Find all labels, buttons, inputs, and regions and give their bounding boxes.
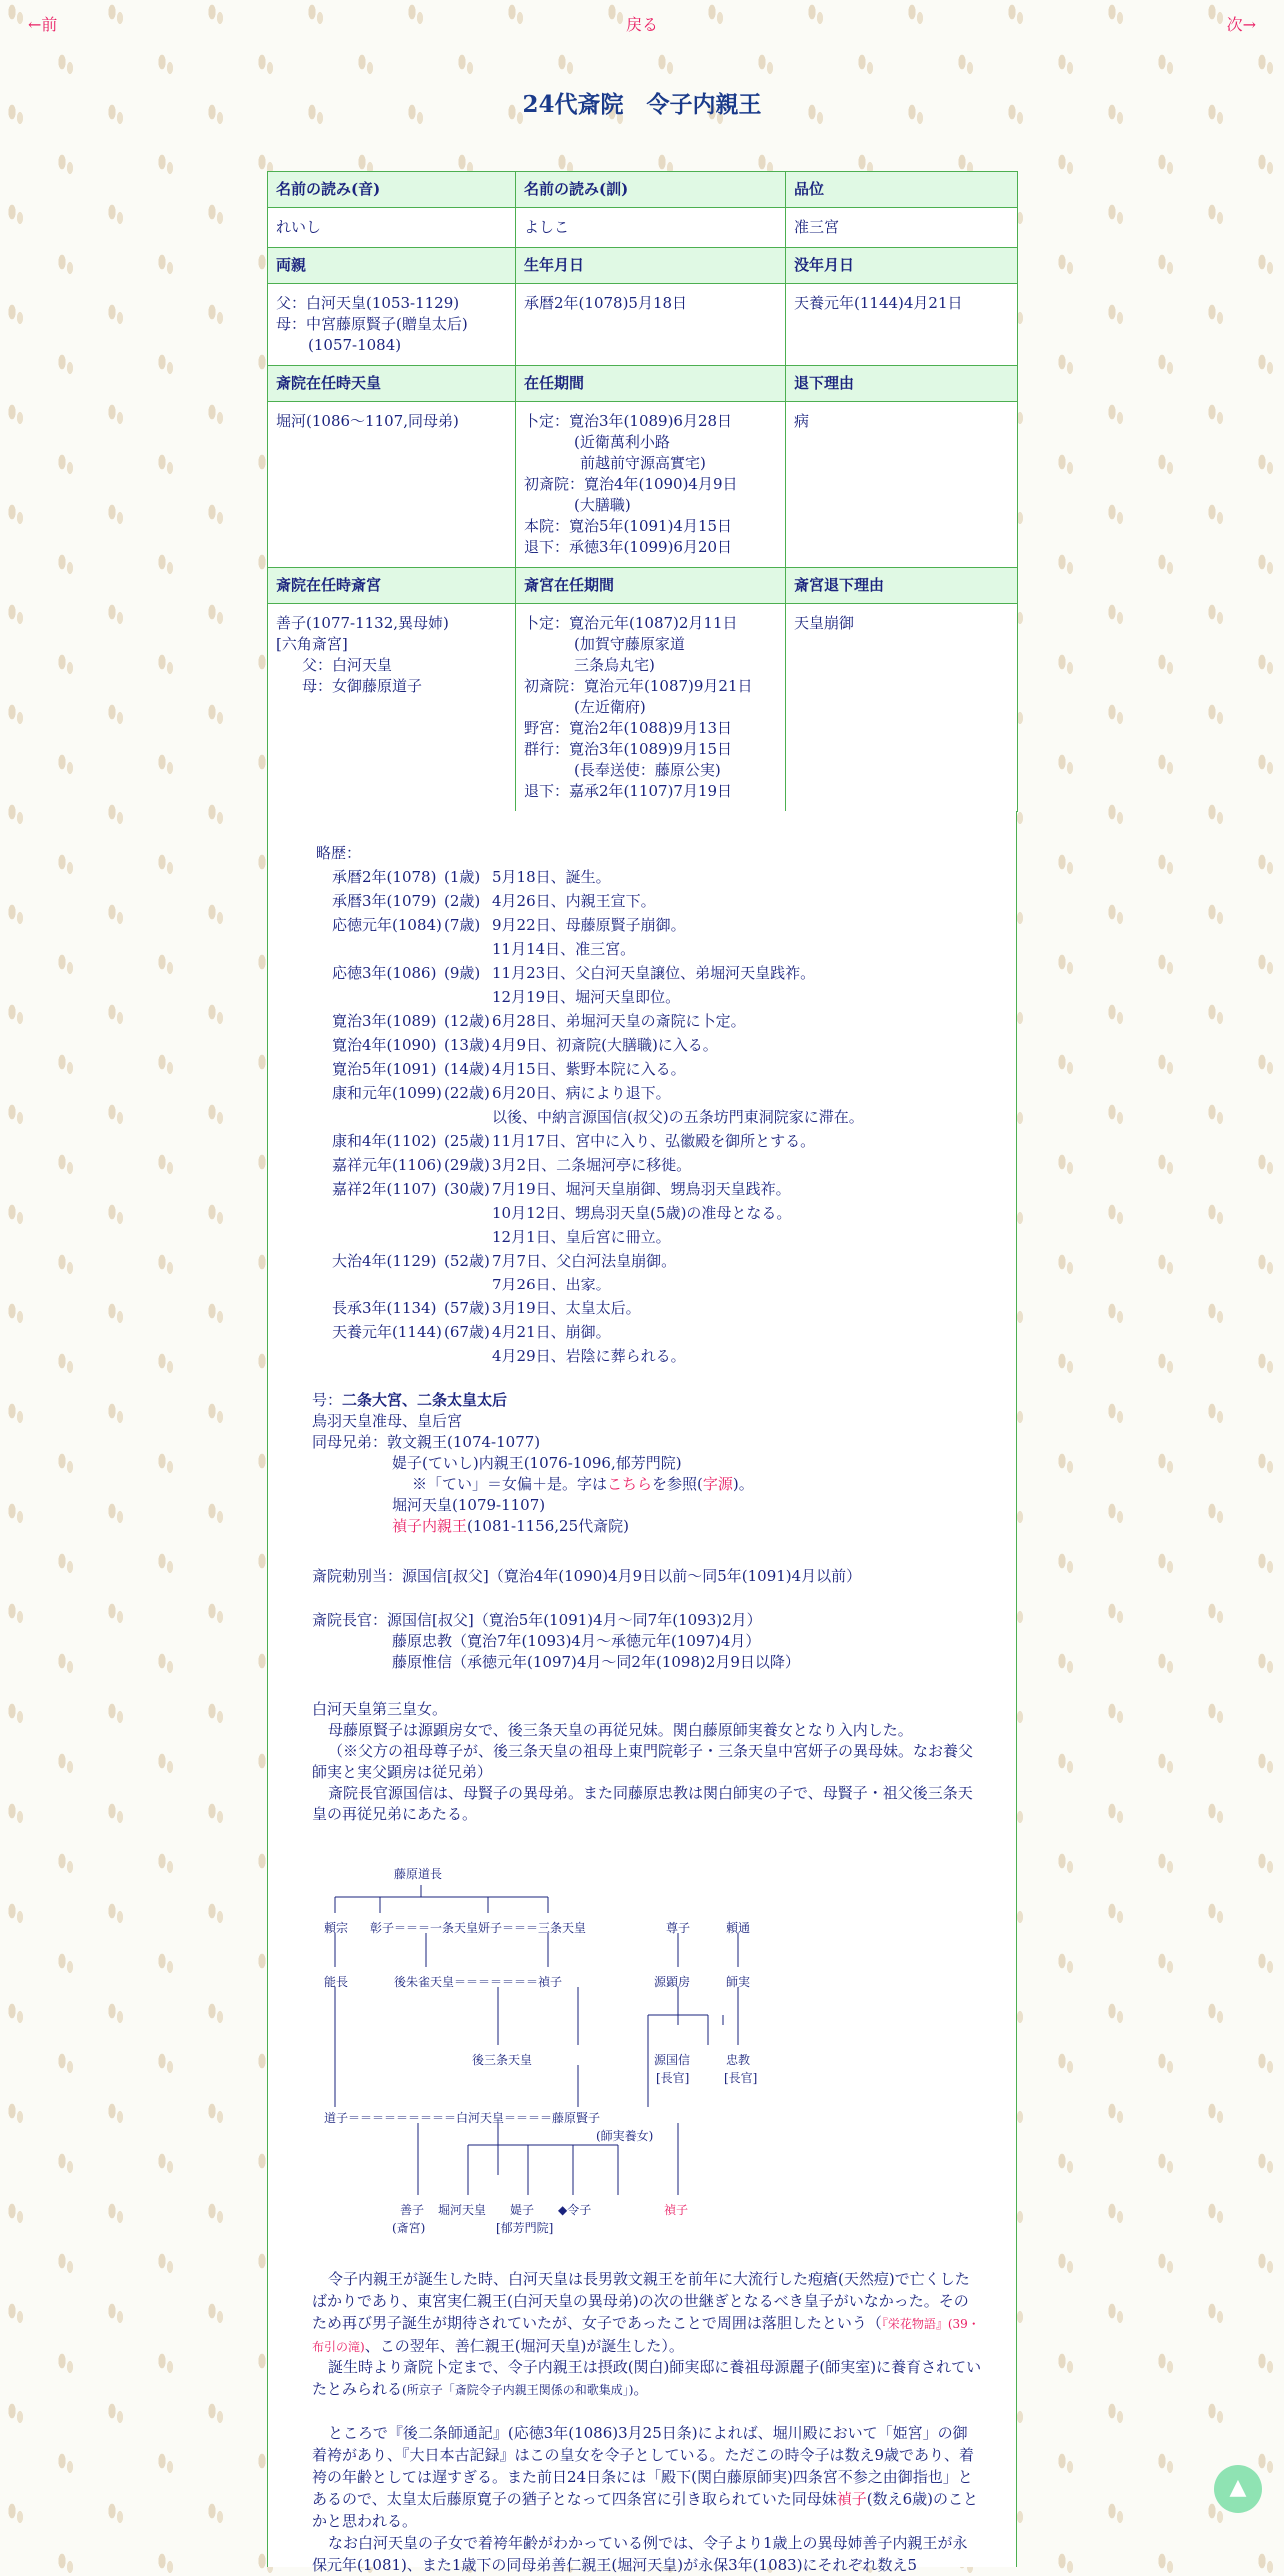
back-link[interactable]: 戻る — [626, 15, 659, 34]
betto: 斎院勅別当：源国信[叔父]（寛治4年(1090)4月9日以前～同5年(1091)4月以前） — [312, 1567, 862, 1585]
parents-cell — [268, 284, 516, 366]
resume-row — [316, 1177, 864, 1201]
resume-text: 11月14日、准三宮。 — [492, 940, 636, 958]
tree-node: 後三条天皇 — [472, 2053, 533, 2067]
resume-text: 11月23日、父白河天皇譲位、弟堀河天皇践祚。 — [492, 964, 816, 982]
term-line: 退下：承徳3年(1099)6月20日 — [524, 538, 733, 556]
chokan: 藤原忠教（寛治7年(1093)4月～承徳元年(1097)4月） — [392, 1632, 761, 1650]
resume-row — [316, 1320, 864, 1344]
resume-age: (14歳) — [444, 1060, 490, 1078]
resume-era: 応徳3年(1086) — [332, 964, 437, 982]
resume-age: (29歳) — [444, 1156, 490, 1174]
tree-node: 善子 — [400, 2203, 425, 2217]
term-line: 前越前守源高實宅) — [580, 454, 706, 472]
term-line: 卜定：寛治3年(1089)6月28日 — [524, 412, 733, 430]
resume-text: 4月26日、内親王宣下。 — [492, 892, 656, 910]
resume-era: 応徳元年(1084) — [332, 916, 442, 934]
resume-rows — [316, 865, 864, 1368]
resume-era: 天養元年(1144) — [332, 1323, 442, 1341]
resume-row — [316, 1201, 864, 1225]
tree-node: 藤原道長 — [394, 1867, 443, 1881]
sibling-note — [312, 1474, 982, 1495]
death: 天養元年(1144)4月21日 — [786, 284, 1018, 366]
resume-era: 寛治4年(1090) — [332, 1036, 437, 1054]
bio-block — [312, 1699, 982, 1825]
resume-age: (2歳) — [444, 892, 481, 910]
mother-years: (1057-1084) — [308, 336, 402, 354]
resume-text: 12月1日、皇后宮に冊立。 — [492, 1228, 671, 1246]
saigu-line: 善子(1077-1132,異母姉) — [276, 614, 449, 632]
term-line: 初斎院：寛治4年(1090)4月9日 — [524, 475, 738, 493]
term-line: (大膳職) — [574, 496, 631, 514]
tree-node: 能長 — [324, 1975, 349, 1989]
go-line2: 鳥羽天皇准母、皇后宮 — [312, 1412, 463, 1430]
resume-text: 4月9日、初斎院(大膳職)に入る。 — [492, 1036, 718, 1054]
resume-text: 7月26日、出家。 — [492, 1276, 611, 1293]
resume-row — [316, 937, 864, 961]
tree-node: 堀河天皇 — [438, 2203, 487, 2217]
bio-line: （※父方の祖母尊子が、後三条天皇の祖母上東門院彰子・三条天皇中宮妍子の異母妹。なお養父師実と実父顕房は従兄弟） — [312, 1742, 974, 1781]
note-text: )。 — [732, 1475, 754, 1493]
eiga-link[interactable]: 『栄花物語』(39・布引の滝) — [312, 2317, 980, 2354]
header-hon: 品位 — [786, 172, 1018, 208]
prev-link[interactable]: ←前 — [28, 15, 58, 34]
resume-age: (52歳) — [444, 1252, 490, 1270]
resume-text: 7月19日、堀河天皇崩御、甥鳥羽天皇践祚。 — [492, 1180, 791, 1198]
resume-age: (1歳) — [444, 868, 481, 886]
note-text: ※「てい」＝女偏＋是。字は — [412, 1475, 608, 1493]
saigu-line: 父：白河天皇 — [302, 656, 393, 674]
header-parents: 両親 — [268, 248, 516, 284]
tree-node: 忠教 — [726, 2053, 751, 2067]
resume-text: 4月21日、崩御。 — [492, 1323, 611, 1341]
resume-era: 承暦2年(1078) — [332, 868, 437, 886]
para-text: 令子内親王が誕生した時、白河天皇は長男敦文親王を前年に大流行した疱瘡(天然痘)で亡くしたばかりであり、東宮実仁親王(白河天皇の異母弟)の次の世継ぎとなるべき皇子がいなかった。そのため再び男子誕生が期待されていたが、女子であったことで周囲は落胆したという（ — [312, 2270, 970, 2332]
saigu-cell — [268, 604, 516, 812]
tree-node: 師実 — [726, 1975, 751, 1989]
resume-age: (30歳) — [444, 1180, 490, 1198]
resume-era: 嘉祥2年(1107) — [332, 1180, 437, 1198]
chokan-block — [312, 1610, 982, 1673]
resume-text: 6月28日、弟堀河天皇の斎院に卜定。 — [492, 1012, 746, 1030]
resume-text: 7月7日、父白河法皇崩御。 — [492, 1252, 677, 1270]
paragraph — [312, 2356, 982, 2401]
note-text: を参照( — [652, 1475, 703, 1493]
saigu-term-line: 野宮：寛治2年(1088)9月13日 — [524, 719, 733, 737]
tree-node: 妍子＝＝＝三条天皇 — [478, 1921, 587, 1935]
resume-era: 長承3年(1134) — [332, 1299, 437, 1317]
tree-node: [長官] — [656, 2071, 690, 2085]
tree-node: 道子＝＝＝＝＝＝＝＝＝白河天皇＝＝＝＝藤原賢子 — [324, 2111, 601, 2125]
yomi-on: れいし — [268, 208, 516, 248]
sibling: 敦文親王(1074-1077) — [387, 1433, 541, 1451]
tree-node: [長官] — [724, 2071, 758, 2085]
sibling — [312, 1516, 982, 1537]
resume-text: 10月12日、甥鳥羽天皇(5歳)の准母となる。 — [492, 1204, 792, 1222]
resume-row — [316, 1033, 864, 1057]
resume-era: 寛治3年(1089) — [332, 1012, 437, 1030]
chokan: 藤原惟信（承徳元年(1097)4月～同2年(1098)2月9日以降） — [392, 1653, 800, 1671]
saigu-term-cell — [516, 604, 786, 812]
resume-row — [316, 1249, 864, 1273]
tree-node: 頼通 — [726, 1921, 751, 1935]
resume-era: 嘉祥元年(1106) — [332, 1156, 442, 1174]
paragraph — [312, 2268, 982, 2358]
tree-node: (斎宮) — [392, 2221, 426, 2235]
paragraph — [312, 2532, 982, 2576]
bio-line: 母藤原賢子は源顕房女で、後三条天皇の再従兄妹。関白藤原師実養女となり入内した。 — [328, 1721, 913, 1739]
saigu-term-line: 群行：寛治3年(1089)9月15日 — [524, 740, 733, 758]
tree-node: 頼宗 — [324, 1921, 349, 1935]
resume-heading: 略歴： — [316, 844, 362, 862]
hon: 准三宮 — [786, 208, 1018, 248]
tree-node: 源国信 — [654, 2053, 691, 2067]
tree-node: (師実養女) — [596, 2129, 654, 2143]
resume-text: 4月29日、岩陰に葬られる。 — [492, 1347, 686, 1365]
resume — [316, 841, 864, 1368]
saigu-term-line: 三条烏丸宅) — [574, 656, 655, 674]
saigu-term-line: (左近衛府) — [574, 698, 646, 716]
saigu-line: 母：女御藤原道子 — [302, 677, 423, 695]
resume-age: (57歳) — [444, 1299, 490, 1317]
resume-era: 寛治5年(1091) — [332, 1060, 437, 1078]
tree-node: ◆令子 — [558, 2203, 592, 2217]
header-birth: 生年月日 — [516, 248, 786, 284]
header-reason: 退下理由 — [786, 366, 1018, 402]
resume-row — [316, 1273, 864, 1296]
resume-row — [316, 1153, 864, 1177]
tree-node: 禎子 — [664, 2203, 689, 2217]
emperor: 堀河(1086～1107,同母弟) — [268, 402, 516, 568]
resume-age: (22歳) — [444, 1084, 490, 1102]
para-citation: (所京子「斎院令子内親王関係の和歌集成」) — [402, 2383, 634, 2397]
saigu-term-line: 退下：嘉承2年(1107)7月19日 — [524, 782, 733, 800]
para-text: (数え6歳)のことかと思われる。 — [312, 2490, 978, 2530]
resume-age: (9歳) — [444, 964, 481, 982]
para-text: 、この翌年、善仁親王(堀河天皇)が誕生した）。 — [364, 2337, 684, 2355]
resume-era: 康和4年(1102) — [332, 1132, 437, 1150]
tree-node: 媞子 — [510, 2203, 535, 2217]
resume-row — [316, 1225, 864, 1249]
term-cell — [516, 402, 786, 568]
saigu-term-line: 初斎院：寛治元年(1087)9月21日 — [524, 677, 753, 695]
tree-node: [郁芳門院] — [496, 2221, 554, 2235]
kanji-link[interactable]: こちら — [607, 1475, 653, 1493]
titles-block — [312, 1390, 982, 1537]
saigu-term-line: (長奉送使：藤原公実) — [574, 761, 721, 779]
teishi-link[interactable]: 禎子内親王 — [392, 1517, 468, 1535]
term-line: 本院：寛治5年(1091)4月15日 — [524, 517, 733, 535]
para-text: 誕生時より斎院卜定まで、令子内親王は摂政(関白)師実邸に養祖母源麗子(師実室)に養育されていたとみられる — [312, 2358, 982, 2398]
tree-node: 源顕房 — [654, 1975, 691, 1989]
resume-age: (25歳) — [444, 1132, 490, 1150]
resume-row — [316, 913, 864, 937]
resume-era: 大治4年(1129) — [332, 1252, 437, 1270]
para-text: 。 — [633, 2380, 649, 2398]
tree-node: 彰子＝＝＝一条天皇 — [370, 1921, 479, 1935]
resume-age: (7歳) — [444, 916, 481, 934]
resume-text: 5月18日、誕生。 — [492, 868, 611, 886]
resume-text: 12月19日、堀河天皇即位。 — [492, 988, 681, 1006]
header-death: 没年月日 — [786, 248, 1018, 284]
saigu-term-line: 卜定：寛治元年(1087)2月11日 — [524, 614, 738, 632]
resume-age: (13歳) — [444, 1036, 490, 1054]
bio-line: 白河天皇第三皇女。 — [312, 1700, 448, 1718]
teishi-link-2[interactable]: 禎子 — [836, 2490, 867, 2508]
resume-row — [316, 961, 864, 985]
bio-line: 斎院長官源国信は、母賢子の異母弟。また同藤原忠教は関白師実の子で、母賢子・祖父後三条天皇の再従兄弟にあたる。 — [312, 1784, 973, 1823]
header-yomi-on: 名前の読み(音) — [268, 172, 516, 208]
resume-row — [316, 889, 864, 913]
para-text: ところで『後二条師通記』(応徳3年(1086)3月25日条)によれば、堀川殿において「姫宮」の御着袴があり、『大日本古記録』はこの皇女を令子としている。ただこの時令子は数え9歳であり、着袴の年齢としては遅すぎる。また前日24日条には「殿下(関白藤原師実)四条宮不参之由御指也」とあるので、太皇太后藤原寛子の猶子となって四条宮に引き取られていた同母妹 — [312, 2424, 975, 2508]
jigen-link[interactable]: 字源 — [702, 1475, 733, 1493]
resume-age: (67歳) — [444, 1323, 490, 1341]
resume-text: 以後、中納言源国信(叔父)の五条坊門東洞院家に滞在。 — [492, 1108, 864, 1126]
resume-text: 11月17日、宮中に入り、弘徽殿を御所とする。 — [492, 1132, 816, 1150]
resume-text: 9月22日、母藤原賢子崩御。 — [492, 916, 686, 934]
header-saigu-reason: 斎宮退下理由 — [786, 568, 1018, 604]
header-saigu-term: 斎宮在任期間 — [516, 568, 786, 604]
tree-node: 尊子 — [666, 1921, 691, 1935]
saigu-term-line: (加賀守藤原家道 — [574, 635, 685, 653]
paragraph — [312, 2422, 982, 2532]
chokan: 斎院長官：源国信[叔父]（寛治5年(1091)4月～同7年(1093)2月） — [312, 1611, 762, 1629]
header-emperor: 斎院在任時天皇 — [268, 366, 516, 402]
para-text: なお白河天皇の子女で着袴年齢がわかっている例では、令子より1歳上の異母姉善子内親王が永保元年(1081)、また1歳下の同母弟善仁親王(堀河天皇)が永保3年(1083)にそれぞれ数え5 — [312, 2534, 968, 2574]
tree-node: 後朱雀天皇＝＝＝＝＝＝＝禎子 — [394, 1975, 563, 1989]
resume-age: (12歳) — [444, 1012, 490, 1030]
resume-text: 3月19日、太皇太后。 — [492, 1299, 641, 1317]
resume-row — [316, 1009, 864, 1033]
resume-row — [316, 865, 864, 889]
yomi-kun: よしこ — [516, 208, 786, 248]
resume-row — [316, 1057, 864, 1081]
go-value: 二条大宮、二条太皇太后 — [342, 1391, 508, 1409]
content-panel — [267, 811, 1017, 2574]
header-yomi-kun: 名前の読み(訓) — [516, 172, 786, 208]
sibling: 媞子(ていし)内親王(1076-1096,郁芳門院) — [392, 1454, 682, 1472]
resume-text: 6月20日、病により退下。 — [492, 1084, 671, 1102]
reason: 病 — [786, 402, 1018, 568]
scroll-top-button[interactable]: ▲ — [1214, 2465, 1262, 2513]
resume-text: 3月2日、二条堀河亭に移徙。 — [492, 1156, 692, 1174]
resume-row — [316, 1105, 864, 1129]
resume-row — [316, 1081, 864, 1105]
resume-row — [316, 1344, 864, 1368]
sibling: 堀河天皇(1079-1107) — [392, 1496, 546, 1514]
resume-row — [316, 985, 864, 1009]
birth: 承暦2年(1078)5月18日 — [516, 284, 786, 366]
resume-text: 4月15日、紫野本院に入る。 — [492, 1060, 686, 1078]
resume-row — [316, 1296, 864, 1320]
resume-row — [316, 1129, 864, 1153]
father: 父：白河天皇(1053-1129) — [276, 294, 460, 312]
resume-era: 康和元年(1099) — [332, 1084, 442, 1102]
go-label: 号： — [312, 1391, 343, 1409]
saigu-reason: 天皇崩御 — [786, 604, 1018, 812]
header-term: 在任期間 — [516, 366, 786, 402]
page-title: 24代斎院 令子内親王 — [522, 91, 762, 118]
sibling-years: (1081-1156,25代斎院) — [467, 1517, 629, 1535]
siblings-label: 同母兄弟： — [312, 1433, 388, 1451]
header-saigu: 斎院在任時斎宮 — [268, 568, 516, 604]
resume-era: 承暦3年(1079) — [332, 892, 437, 910]
profile-table — [267, 171, 1018, 812]
saigu-line: [六角斎宮] — [276, 635, 348, 653]
term-line: (近衛萬利小路 — [574, 433, 670, 451]
mother: 母：中宮藤原賢子(贈皇太后) — [276, 315, 468, 333]
next-link[interactable]: 次→ — [1226, 15, 1256, 34]
